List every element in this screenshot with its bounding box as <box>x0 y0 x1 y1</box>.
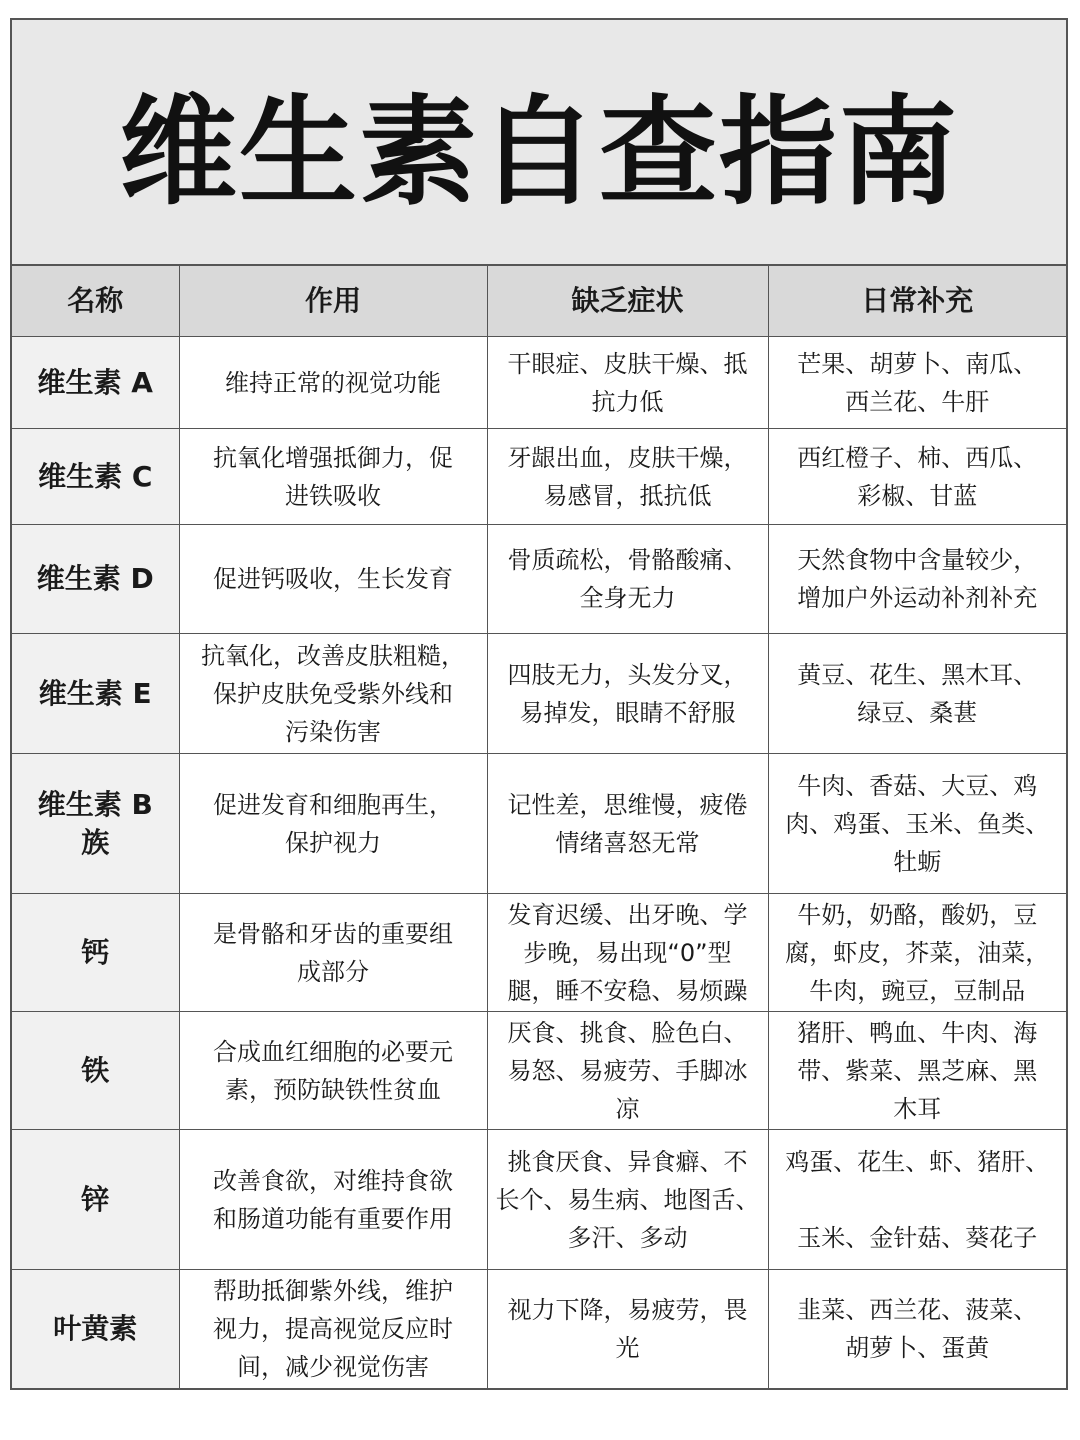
name-cell: 维生素 D <box>12 525 179 634</box>
symptoms-cell: 厌食、挑食、脸色白、 易怒、易疲劳、手脚冰 凉 <box>487 1012 768 1130</box>
table-row <box>12 754 1066 894</box>
name-cell: 铁 <box>12 1012 179 1130</box>
table-row <box>12 634 1066 754</box>
table-row <box>12 429 1066 525</box>
sources-cell: 韭菜、西兰花、菠菜、 胡萝卜、蛋黄 <box>768 1270 1066 1388</box>
name-cell: 叶黄素 <box>12 1270 179 1388</box>
symptoms-cell: 骨质疏松，骨骼酸痛、 全身无力 <box>487 525 768 634</box>
symptoms-cell: 视力下降，易疲劳，畏 光 <box>487 1270 768 1388</box>
sources-cell: 牛肉、香菇、大豆、鸡 肉、鸡蛋、玉米、鱼类、 牡蛎 <box>768 754 1066 894</box>
symptoms-cell: 四肢无力，头发分叉， 易掉发，眼睛不舒服 <box>487 634 768 754</box>
table-row <box>12 1130 1066 1270</box>
header-effect: 作用 <box>179 266 487 337</box>
effect-cell: 促进钙吸收，生长发育 <box>179 525 487 634</box>
symptoms-cell: 发育迟缓、出牙晚、学 步晚，易出现“0”型 腿，睡不安稳、易烦躁 <box>487 894 768 1012</box>
symptoms-cell: 干眼症、皮肤干燥、抵 抗力低 <box>487 337 768 429</box>
effect-cell: 维持正常的视觉功能 <box>179 337 487 429</box>
table-row <box>12 337 1066 429</box>
name-cell: 锌 <box>12 1130 179 1270</box>
name-cell: 维生素 B 族 <box>12 754 179 894</box>
effect-cell: 改善食欲，对维持食欲 和肠道功能有重要作用 <box>179 1130 487 1270</box>
table-row <box>12 894 1066 1012</box>
effect-cell: 促进发育和细胞再生， 保护视力 <box>179 754 487 894</box>
name-cell: 维生素 C <box>12 429 179 525</box>
effect-cell: 抗氧化增强抵御力，促 进铁吸收 <box>179 429 487 525</box>
sources-cell: 天然食物中含量较少， 增加户外运动补剂补充 <box>768 525 1066 634</box>
table-header-row <box>12 266 1066 337</box>
header-symptoms: 缺乏症状 <box>487 266 768 337</box>
sources-cell: 鸡蛋、花生、虾、猪肝、 玉米、金针菇、葵花子 <box>768 1130 1066 1270</box>
effect-cell: 合成血红细胞的必要元 素，预防缺铁性贫血 <box>179 1012 487 1130</box>
sources-cell: 芒果、胡萝卜、南瓜、 西兰花、牛肝 <box>768 337 1066 429</box>
table-row <box>12 525 1066 634</box>
vitamin-guide-sheet <box>10 18 1068 1390</box>
effect-cell: 帮助抵御紫外线，维护 视力，提高视觉反应时 间，减少视觉伤害 <box>179 1270 487 1388</box>
symptoms-cell: 牙龈出血，皮肤干燥， 易感冒，抵抗低 <box>487 429 768 525</box>
name-cell: 维生素 A <box>12 337 179 429</box>
sources-cell: 黄豆、花生、黑木耳、 绿豆、桑葚 <box>768 634 1066 754</box>
header-sources: 日常补充 <box>768 266 1066 337</box>
symptoms-cell: 记性差，思维慢，疲倦 情绪喜怒无常 <box>487 754 768 894</box>
name-cell: 钙 <box>12 894 179 1012</box>
sources-cell: 西红橙子、柿、西瓜、 彩椒、甘蓝 <box>768 429 1066 525</box>
name-cell: 维生素 E <box>12 634 179 754</box>
sources-cell: 牛奶，奶酪，酸奶，豆 腐，虾皮，芥菜，油菜， 牛肉，豌豆，豆制品 <box>768 894 1066 1012</box>
page-title: 维生素自查指南 <box>12 20 1066 266</box>
header-name: 名称 <box>12 266 179 337</box>
effect-cell: 是骨骼和牙齿的重要组 成部分 <box>179 894 487 1012</box>
effect-cell: 抗氧化，改善皮肤粗糙， 保护皮肤免受紫外线和 污染伤害 <box>179 634 487 754</box>
table-row <box>12 1012 1066 1130</box>
table-row <box>12 1270 1066 1388</box>
sources-cell: 猪肝、鸭血、牛肉、海 带、紫菜、黑芝麻、黑 木耳 <box>768 1012 1066 1130</box>
vitamin-table <box>12 266 1066 1388</box>
symptoms-cell: 挑食厌食、异食癖、不 长个、易生病、地图舌、 多汗、多动 <box>487 1130 768 1270</box>
